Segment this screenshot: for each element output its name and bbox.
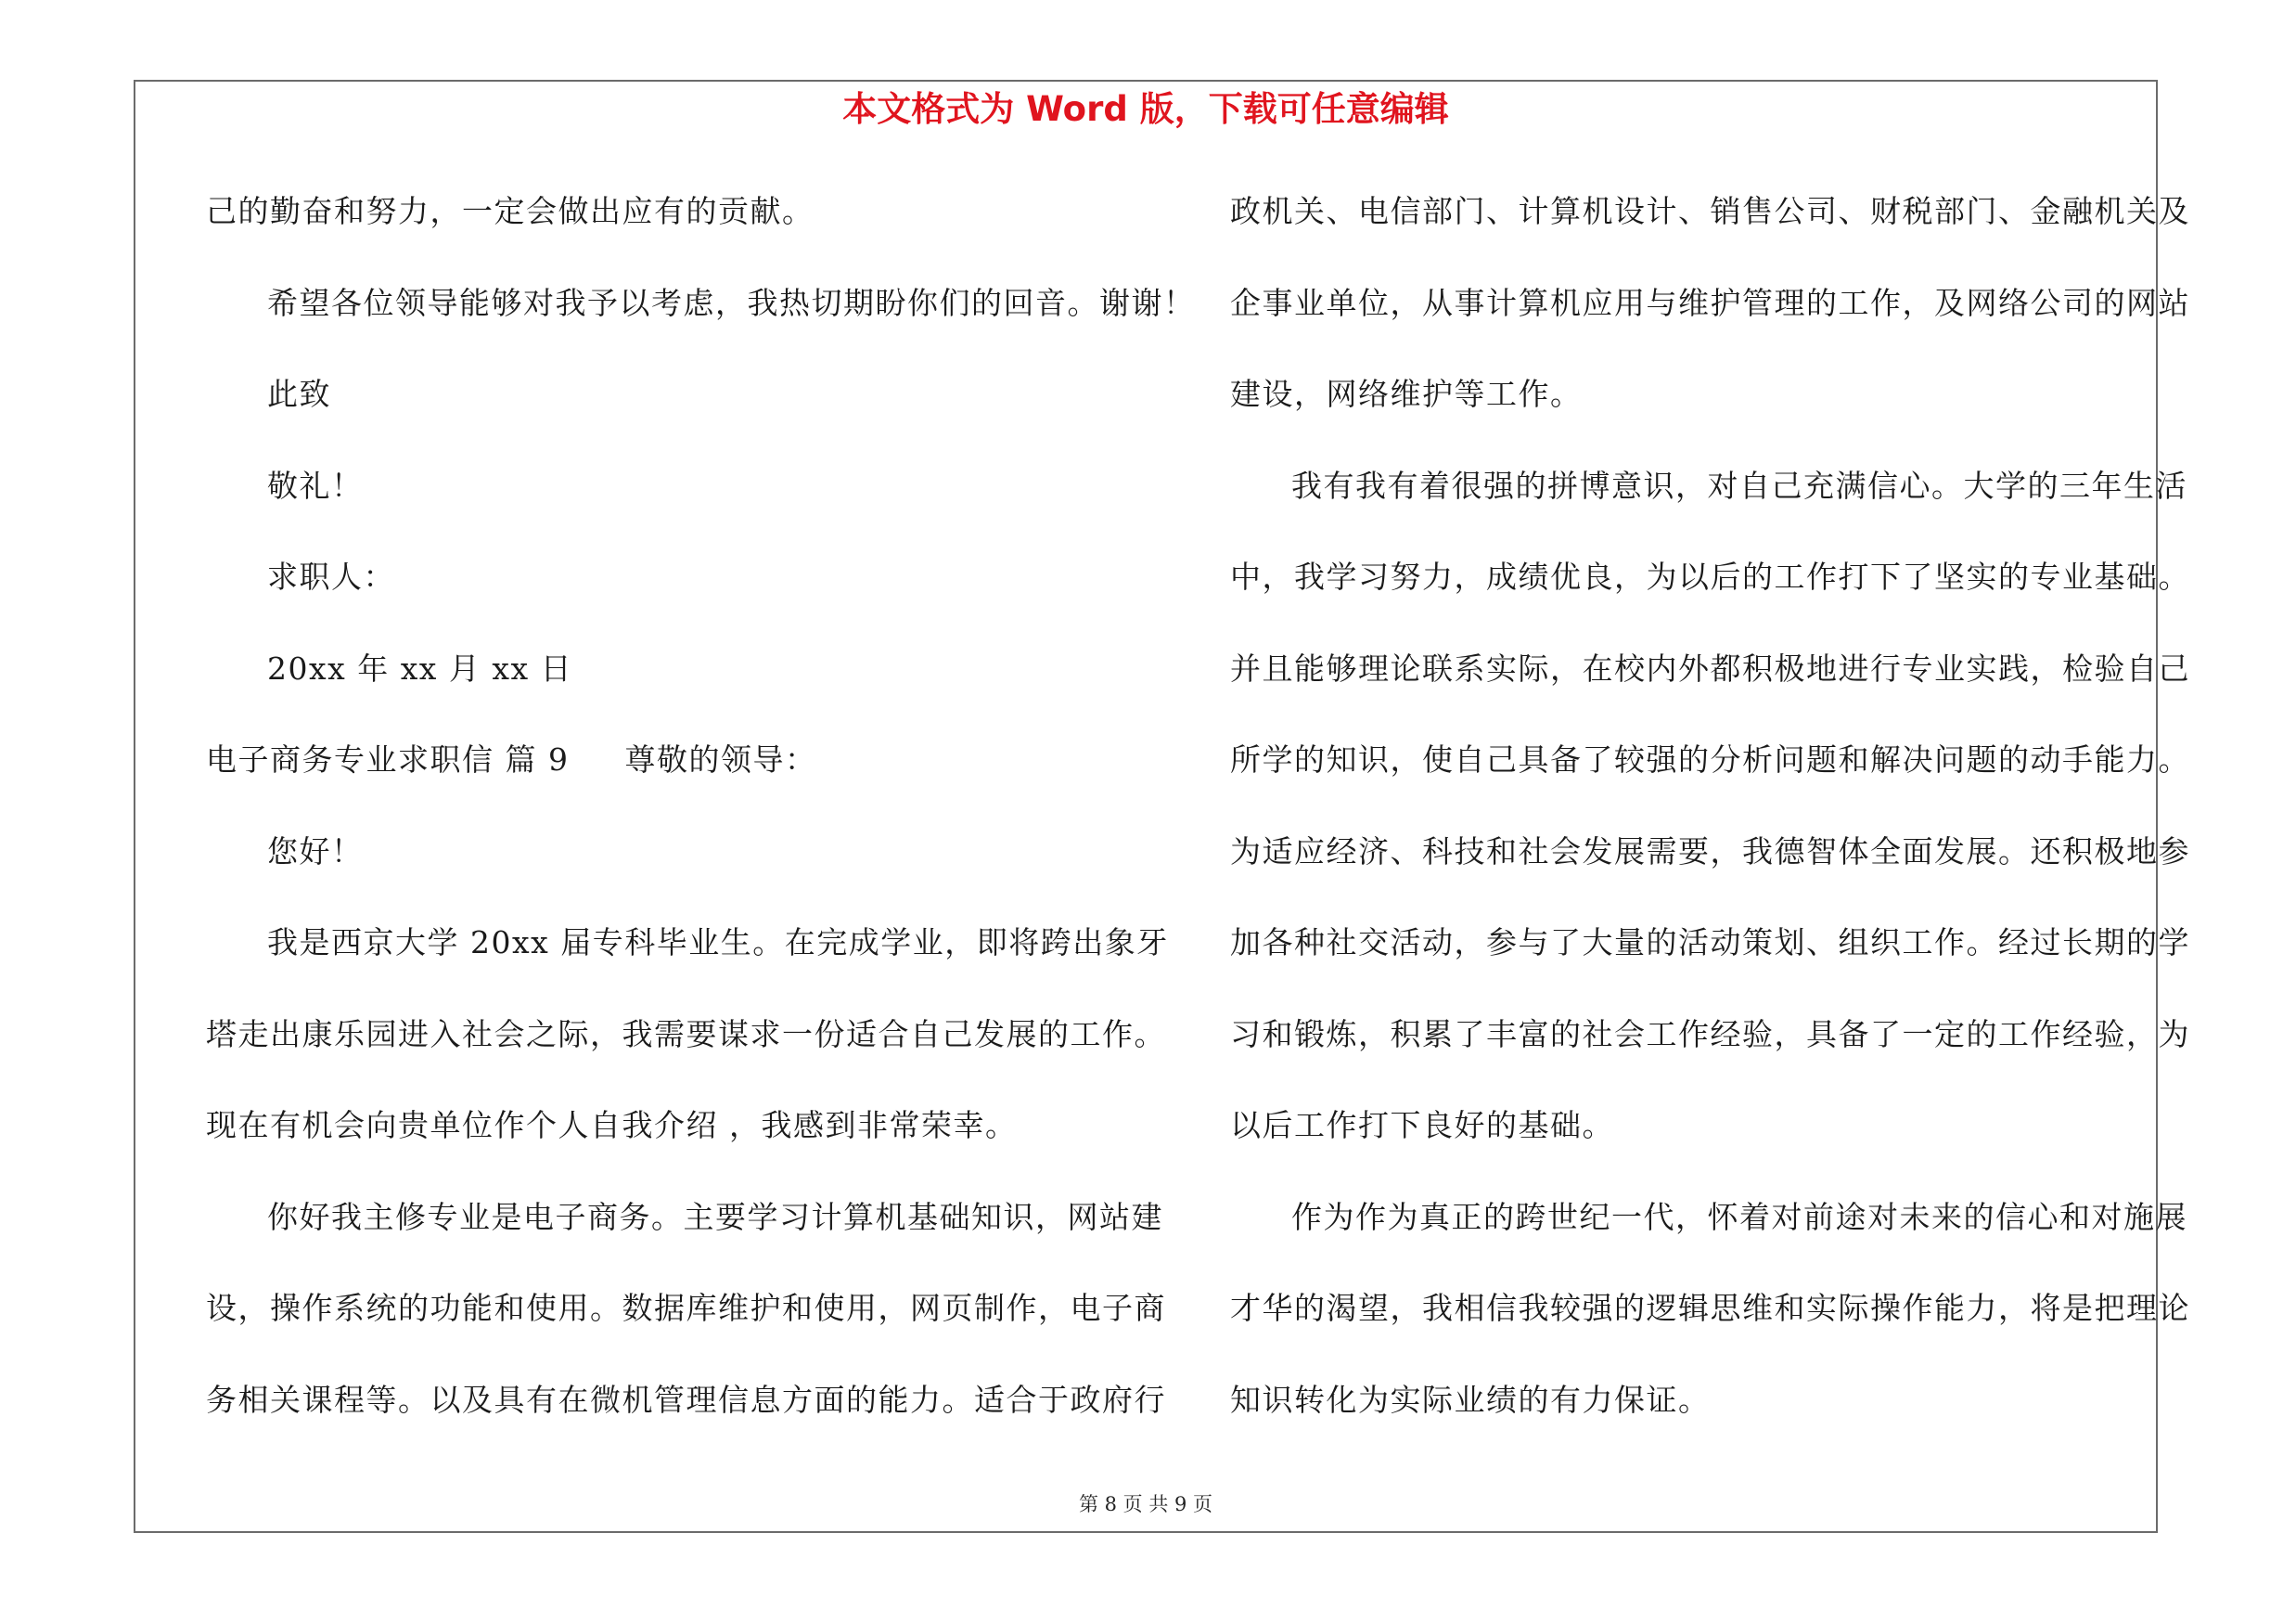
text-line: 企事业单位，从事计算机应用与维护管理的工作，及网络公司的网站 (1230, 284, 2190, 321)
greeting: 您好！ (267, 832, 364, 869)
letter-date: 20xx 年 xx 月 xx 日 (267, 650, 573, 687)
text-line: 以后工作打下良好的基础。 (1230, 1107, 1614, 1143)
text-line: 塔走出康乐园进入社会之际，我需要谋求一份适合自己发展的工作。 (206, 1015, 1166, 1052)
section-title: 电子商务专业求职信 篇 9 (206, 741, 570, 778)
text-line: 加各种社交活动，参与了大量的活动策划、组织工作。经过长期的学 (1230, 924, 2190, 960)
text-line: 我是西京大学 20xx 届专科毕业生。在完成学业，即将跨出象牙 (267, 924, 1169, 960)
text-line: 你好我主修专业是电子商务。主要学习计算机基础知识，网站建 (267, 1198, 1163, 1235)
text-line: 务相关课程等。以及具有在微机管理信息方面的能力。适合于政府行 (206, 1381, 1166, 1418)
text-line: 我有我有着很强的拼博意识，对自己充满信心。大学的三年生活 (1291, 467, 2187, 504)
text-line: 并且能够理论联系实际，在校内外都积极地进行专业实践，检验自己 (1230, 650, 2190, 687)
closing-phrase: 此致 (267, 376, 331, 412)
text-line: 为适应经济、科技和社会发展需要，我德智体全面发展。还积极地参 (1230, 832, 2190, 869)
section-heading-line (206, 734, 1152, 826)
text-line: 建设，网络维护等工作。 (1230, 376, 1583, 412)
text-line: 所学的知识，使自己具备了较强的分析问题和解决问题的动手能力。 (1230, 741, 2190, 778)
right-text-column (1230, 186, 2190, 1465)
text-line: 作为作为真正的跨世纪一代，怀着对前途对未来的信心和对施展 (1291, 1198, 2187, 1235)
letter-salutation: 尊敬的领导： (624, 741, 817, 778)
text-line: 中，我学习努力，成绩优良，为以后的工作打下了坚实的专业基础。 (1230, 559, 2190, 595)
text-line: 知识转化为实际业绩的有力保证。 (1230, 1381, 1711, 1418)
text-line: 习和锻炼，积累了丰富的社会工作经验，具备了一定的工作经验，为 (1230, 1015, 2190, 1052)
text-line: 政机关、电信部门、计算机设计、销售公司、财税部门、金融机关及 (1230, 193, 2190, 229)
page-number: 第 8 页 共 9 页 (1078, 1493, 1213, 1515)
text-line: 己的勤奋和努力，一定会做出应有的贡献。 (206, 193, 815, 229)
text-line: 现在有机会向贵单位作个人自我介绍 ，我感到非常荣幸。 (206, 1107, 1018, 1143)
text-line: 才华的渴望，我相信我较强的逻辑思维和实际操作能力，将是把理论 (1230, 1290, 2190, 1326)
text-line: 设，操作系统的功能和使用。数据库维护和使用，网页制作，电子商 (206, 1290, 1166, 1326)
left-text-column (206, 186, 1196, 1465)
closing-salute: 敬礼！ (267, 467, 364, 504)
text-line: 希望各位领导能够对我予以考虑，我热切期盼你们的回音。谢谢！ (267, 284, 1196, 321)
applicant-label: 求职人： (267, 559, 395, 595)
word-format-banner: 本文格式为 Word 版，下载可任意编辑 (842, 89, 1449, 129)
